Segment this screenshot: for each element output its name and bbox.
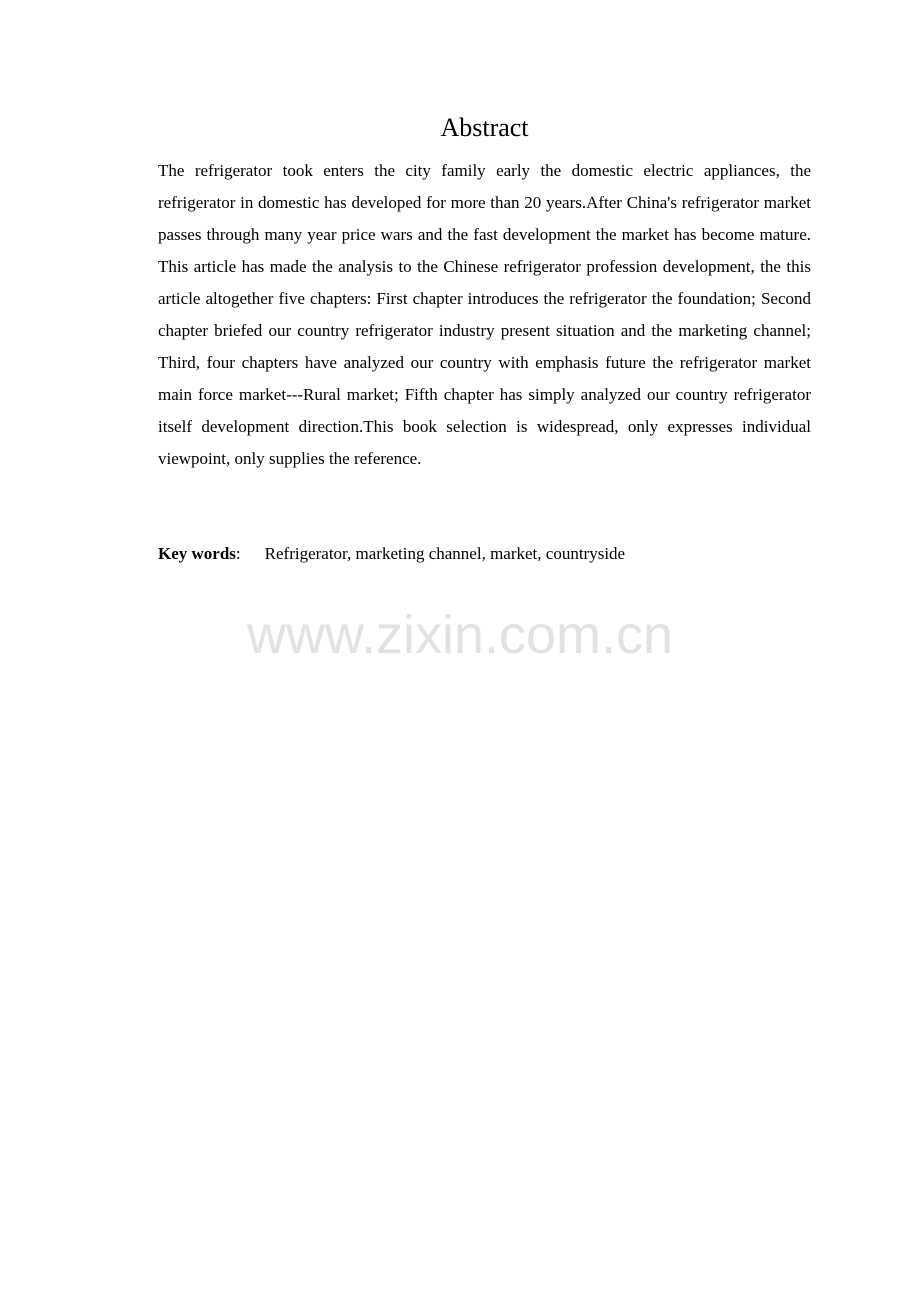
- abstract-body: The refrigerator took enters the city family early the domestic electric appliances, the refrigerator in domestic has developed for more than 20 years.After China's refrigerator market passes through many year price wars and the fast development the market has become mature. This article has made the analysis to the Chinese refrigerator profession development, the this article altogether five chapters: First chapter introduces the refrigerator the foundation; Second chapter briefed our country refrigerator industry present situation and the marketing channel; Third, four chapters have analyzed our country with emphasis future the refrigerator market main force market---Rural market; Fifth chapter has simply analyzed our country refrigerator itself development direction.This book selection is widespread, only expresses individual viewpoint, only supplies the reference.: [158, 161, 811, 468]
- keywords-line: [158, 538, 811, 570]
- keywords-label: Key words: [158, 544, 236, 563]
- watermark: www.zixin.com.cn: [246, 605, 674, 665]
- keywords-colon: :: [235, 544, 241, 563]
- abstract-title: Abstract: [440, 113, 529, 142]
- keywords-value: Refrigerator, marketing channel, market, countryside: [264, 544, 626, 563]
